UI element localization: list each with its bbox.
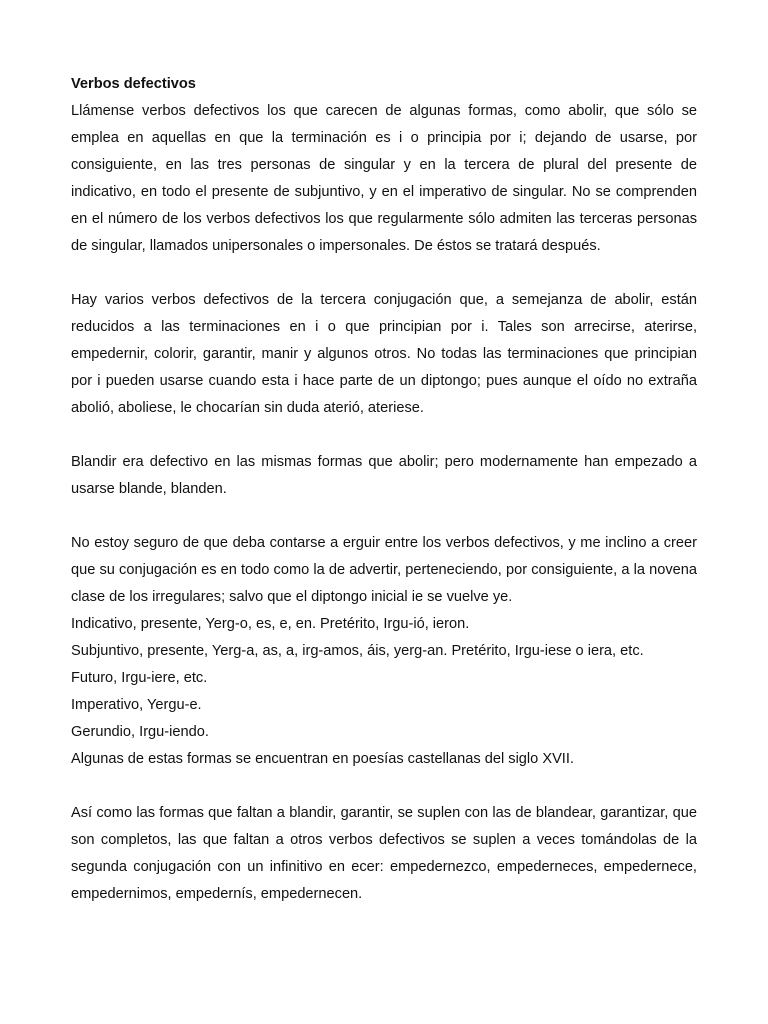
conjugation-line-futuro: Futuro, Irgu-iere, etc. <box>71 670 208 686</box>
paragraph-spacer <box>71 503 697 530</box>
paragraph-blandir: Blandir era defectivo en las mismas formas que abolir; pero modernamente han empezado a usarse blande, blanden. <box>71 454 697 497</box>
paragraph-intro: Llámense verbos defectivos los que carecen de algunas formas, como abolir, que sólo se emplea en aquellas en que la terminación es i o principia por i; dejando de usarse, por consiguiente, en las tres personas de singular y en la tercera de plural del presente de indicativo, en todo el presente de subjuntivo, y en el imperativo de singular. No se comprenden en el número de los verbos defectivos los que regularmente sólo admiten las terceras personas de singular, llamados unipersonales o impersonales. De éstos se tratará después. <box>71 103 697 254</box>
conjugation-note: Algunas de estas formas se encuentran en poesías castellanas del siglo XVII. <box>71 751 574 767</box>
conjugation-line-imperativo: Imperativo, Yergu-e. <box>71 697 202 713</box>
paragraph-spacer <box>71 260 697 287</box>
conjugation-line-gerundio: Gerundio, Irgu-iendo. <box>71 724 209 740</box>
paragraph-spacer <box>71 422 697 449</box>
document-page <box>71 71 697 908</box>
conjugation-line-indicativo: Indicativo, presente, Yerg-o, es, e, en. Pretérito, Irgu-ió, ieron. <box>71 616 470 632</box>
paragraph-third-conjugation: Hay varios verbos defectivos de la tercera conjugación que, a semejanza de abolir, están reducidos a las terminaciones en i o que principian por i. Tales son arrecirse, aterirse, empedernir, colorir, garantir, manir y algunos otros. No todas las terminaciones que principian por i pueden usarse cuando esta i hace parte de un diptongo; pues aunque el oído no extraña abolió, aboliese, le chocarían sin duda aterió, ateriese. <box>71 292 697 416</box>
paragraph-supplement: Así como las formas que faltan a blandir, garantir, se suplen con las de blandear, garantizar, que son completos, las que faltan a otros verbos defectivos se suplen a veces tomándolas de la segunda conjugación con un infinitivo en ecer: empedernezco, empederneces, empedernece, empedernimos, empedernís, empedernecen. <box>71 805 697 902</box>
document-title: Verbos defectivos <box>71 76 196 92</box>
paragraph-spacer <box>71 773 697 800</box>
paragraph-erguir: No estoy seguro de que deba contarse a erguir entre los verbos defectivos, y me inclino a creer que su conjugación es en todo como la de advertir, perteneciendo, por consiguiente, a la novena clase de los irregulares; salvo que el diptongo inicial ie se vuelve ye. <box>71 535 697 605</box>
conjugation-line-subjuntivo: Subjuntivo, presente, Yerg-a, as, a, irg-amos, áis, yerg-an. Pretérito, Irgu-iese o iera, etc. <box>71 643 644 659</box>
